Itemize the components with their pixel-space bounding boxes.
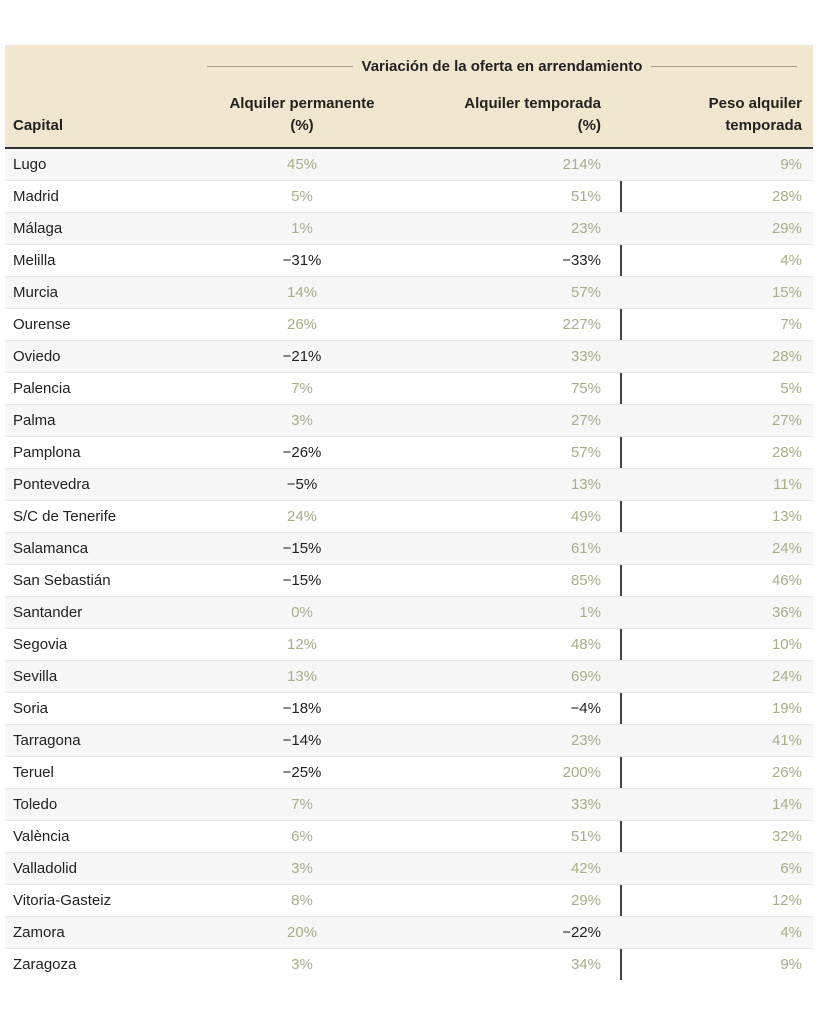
cell-peso-alquiler-temporada: 13%: [771, 508, 802, 525]
cell-capital: San Sebastián: [13, 572, 111, 589]
cell-alquiler-temporada: 227%: [562, 316, 601, 333]
cell-alquiler-temporada: 13%: [570, 476, 601, 493]
cell-alquiler-temporada: 33%: [570, 796, 601, 813]
cell-capital: Ourense: [13, 316, 71, 333]
cell-peso-alquiler-temporada: 27%: [771, 412, 802, 429]
cell-capital: Pamplona: [13, 444, 81, 461]
cell-capital: Sevilla: [13, 668, 58, 685]
group-header-label: Variación de la oferta en arrendamiento: [361, 57, 643, 75]
cell-capital: Zamora: [13, 924, 65, 941]
cell-alquiler-temporada: 214%: [562, 156, 601, 173]
cell-peso-alquiler-temporada: 12%: [771, 892, 802, 909]
cell-peso-alquiler-temporada: 36%: [771, 604, 802, 621]
cell-alquiler-temporada: 57%: [570, 444, 601, 461]
cell-alquiler-permanente: 3%: [291, 860, 313, 877]
cell-peso-alquiler-temporada: 15%: [771, 284, 802, 301]
cell-capital: Valladolid: [13, 860, 77, 877]
cell-peso-alquiler-temporada: 28%: [771, 188, 802, 205]
cell-alquiler-temporada: 57%: [570, 284, 601, 301]
table-row: [5, 917, 813, 949]
cell-alquiler-permanente: 3%: [291, 412, 313, 429]
cell-capital: Soria: [13, 700, 49, 717]
cell-peso-alquiler-temporada: 9%: [780, 956, 802, 973]
table-row: [5, 789, 813, 821]
cell-peso-alquiler-temporada: 4%: [780, 924, 802, 941]
cell-alquiler-permanente: 12%: [286, 636, 318, 653]
table-row: [5, 949, 813, 980]
table-row: [5, 693, 813, 725]
cell-alquiler-permanente: 24%: [286, 508, 318, 525]
cell-alquiler-permanente: −26%: [282, 444, 322, 461]
cell-capital: Teruel: [13, 764, 54, 781]
cell-peso-alquiler-temporada: 5%: [780, 380, 802, 397]
cell-alquiler-permanente: 8%: [291, 892, 313, 909]
data-table: [5, 45, 813, 980]
cell-peso-alquiler-temporada: 41%: [771, 732, 802, 749]
cell-alquiler-permanente: −15%: [282, 572, 322, 589]
table-row: [5, 469, 813, 501]
cell-alquiler-permanente: 5%: [291, 188, 313, 205]
cell-alquiler-temporada: 69%: [570, 668, 601, 685]
cell-capital: València: [13, 828, 70, 845]
cell-peso-alquiler-temporada: 6%: [780, 860, 802, 877]
group-header-rule-left: [207, 66, 353, 67]
cell-alquiler-permanente: 45%: [286, 156, 318, 173]
cell-alquiler-permanente: 7%: [291, 796, 313, 813]
cell-alquiler-permanente: −15%: [282, 540, 322, 557]
cell-alquiler-temporada: −4%: [570, 700, 601, 717]
cell-peso-alquiler-temporada: 29%: [771, 220, 802, 237]
cell-capital: Pontevedra: [13, 476, 90, 493]
cell-alquiler-temporada: −33%: [562, 252, 601, 269]
table-row: [5, 213, 813, 245]
table-row: [5, 245, 813, 277]
cell-alquiler-permanente: 7%: [291, 380, 313, 397]
table-row: [5, 437, 813, 469]
cell-capital: Oviedo: [13, 348, 61, 365]
cell-capital: Segovia: [13, 636, 68, 653]
table-row: [5, 597, 813, 629]
cell-alquiler-temporada: 34%: [570, 956, 601, 973]
cell-peso-alquiler-temporada: 14%: [771, 796, 802, 813]
cell-capital: Tarragona: [13, 732, 81, 749]
table-body: [5, 149, 813, 980]
cell-alquiler-permanente: 6%: [291, 828, 313, 845]
cell-peso-alquiler-temporada: 28%: [771, 348, 802, 365]
cell-alquiler-temporada: 42%: [570, 860, 601, 877]
table-header: [5, 45, 813, 149]
table-row: [5, 181, 813, 213]
cell-peso-alquiler-temporada: 4%: [780, 252, 802, 269]
cell-alquiler-permanente: 20%: [286, 924, 318, 941]
column-header-peso-text: Peso alquiler temporada: [708, 95, 802, 134]
table-row: [5, 277, 813, 309]
cell-alquiler-permanente: −31%: [282, 252, 322, 269]
cell-capital: Palencia: [13, 380, 71, 397]
table-row: [5, 853, 813, 885]
cell-alquiler-temporada: 29%: [570, 892, 601, 909]
cell-alquiler-temporada: 75%: [570, 380, 601, 397]
cell-alquiler-temporada: 200%: [562, 764, 601, 781]
column-header-peso-alquiler-temporada: [645, 93, 802, 137]
cell-capital: Murcia: [13, 284, 59, 301]
table-row: [5, 405, 813, 437]
column-header-capital: Capital: [13, 117, 64, 134]
column-header-alquiler-temporada: [425, 93, 601, 137]
cell-capital: Madrid: [13, 188, 59, 205]
cell-capital: Lugo: [13, 156, 47, 173]
cell-peso-alquiler-temporada: 10%: [771, 636, 802, 653]
cell-alquiler-temporada: 1%: [579, 604, 601, 621]
table-row: [5, 149, 813, 181]
cell-peso-alquiler-temporada: 28%: [771, 444, 802, 461]
table-row: [5, 309, 813, 341]
cell-alquiler-permanente: 26%: [286, 316, 318, 333]
cell-alquiler-permanente: −18%: [282, 700, 322, 717]
table-row: [5, 533, 813, 565]
cell-peso-alquiler-temporada: 26%: [771, 764, 802, 781]
cell-peso-alquiler-temporada: 32%: [771, 828, 802, 845]
column-header-alquiler-permanente: [207, 93, 397, 137]
cell-alquiler-temporada: 51%: [570, 828, 601, 845]
table-row: [5, 629, 813, 661]
cell-alquiler-permanente: −21%: [282, 348, 322, 365]
cell-alquiler-temporada: 85%: [570, 572, 601, 589]
cell-peso-alquiler-temporada: 11%: [773, 476, 802, 493]
table-row: [5, 373, 813, 405]
cell-alquiler-permanente: 14%: [286, 284, 318, 301]
cell-alquiler-permanente: −14%: [282, 732, 322, 749]
cell-capital: S/C de Tenerife: [13, 508, 117, 525]
cell-alquiler-temporada: 23%: [570, 220, 601, 237]
cell-peso-alquiler-temporada: 19%: [771, 700, 802, 717]
cell-alquiler-temporada: 33%: [570, 348, 601, 365]
column-header-alquiler-permanente-text: Alquiler permanente (%): [229, 95, 375, 134]
cell-capital: Vitoria-Gasteiz: [13, 892, 112, 909]
table-row: [5, 565, 813, 597]
cell-alquiler-temporada: 49%: [570, 508, 601, 525]
group-header-rule-right: [651, 66, 797, 67]
column-header-alquiler-temporada-text: Alquiler temporada (%): [464, 95, 601, 134]
cell-capital: Santander: [13, 604, 83, 621]
cell-alquiler-temporada: 51%: [570, 188, 601, 205]
cell-alquiler-permanente: 1%: [291, 220, 313, 237]
cell-alquiler-permanente: −25%: [282, 764, 322, 781]
cell-alquiler-temporada: −22%: [562, 924, 601, 941]
table-row: [5, 885, 813, 917]
table-row: [5, 661, 813, 693]
cell-alquiler-temporada: 23%: [570, 732, 601, 749]
cell-capital: Toledo: [13, 796, 58, 813]
cell-capital: Málaga: [13, 220, 63, 237]
cell-peso-alquiler-temporada: 24%: [771, 668, 802, 685]
cell-alquiler-permanente: 0%: [291, 604, 313, 621]
cell-alquiler-permanente: 13%: [286, 668, 318, 685]
cell-capital: Melilla: [13, 252, 56, 269]
table-row: [5, 501, 813, 533]
cell-alquiler-temporada: 48%: [570, 636, 601, 653]
table-row: [5, 725, 813, 757]
group-header: [207, 56, 797, 76]
cell-peso-alquiler-temporada: 46%: [771, 572, 802, 589]
cell-capital: Zaragoza: [13, 956, 77, 973]
cell-peso-alquiler-temporada: 7%: [780, 316, 802, 333]
cell-alquiler-permanente: 3%: [291, 956, 313, 973]
table-row: [5, 821, 813, 853]
cell-peso-alquiler-temporada: 24%: [771, 540, 802, 557]
cell-alquiler-temporada: 27%: [570, 412, 601, 429]
cell-capital: Palma: [13, 412, 56, 429]
cell-capital: Salamanca: [13, 540, 89, 557]
table-row: [5, 341, 813, 373]
table-row: [5, 757, 813, 789]
cell-alquiler-temporada: 61%: [570, 540, 601, 557]
cell-alquiler-permanente: −5%: [286, 476, 318, 493]
cell-peso-alquiler-temporada: 9%: [780, 156, 802, 173]
